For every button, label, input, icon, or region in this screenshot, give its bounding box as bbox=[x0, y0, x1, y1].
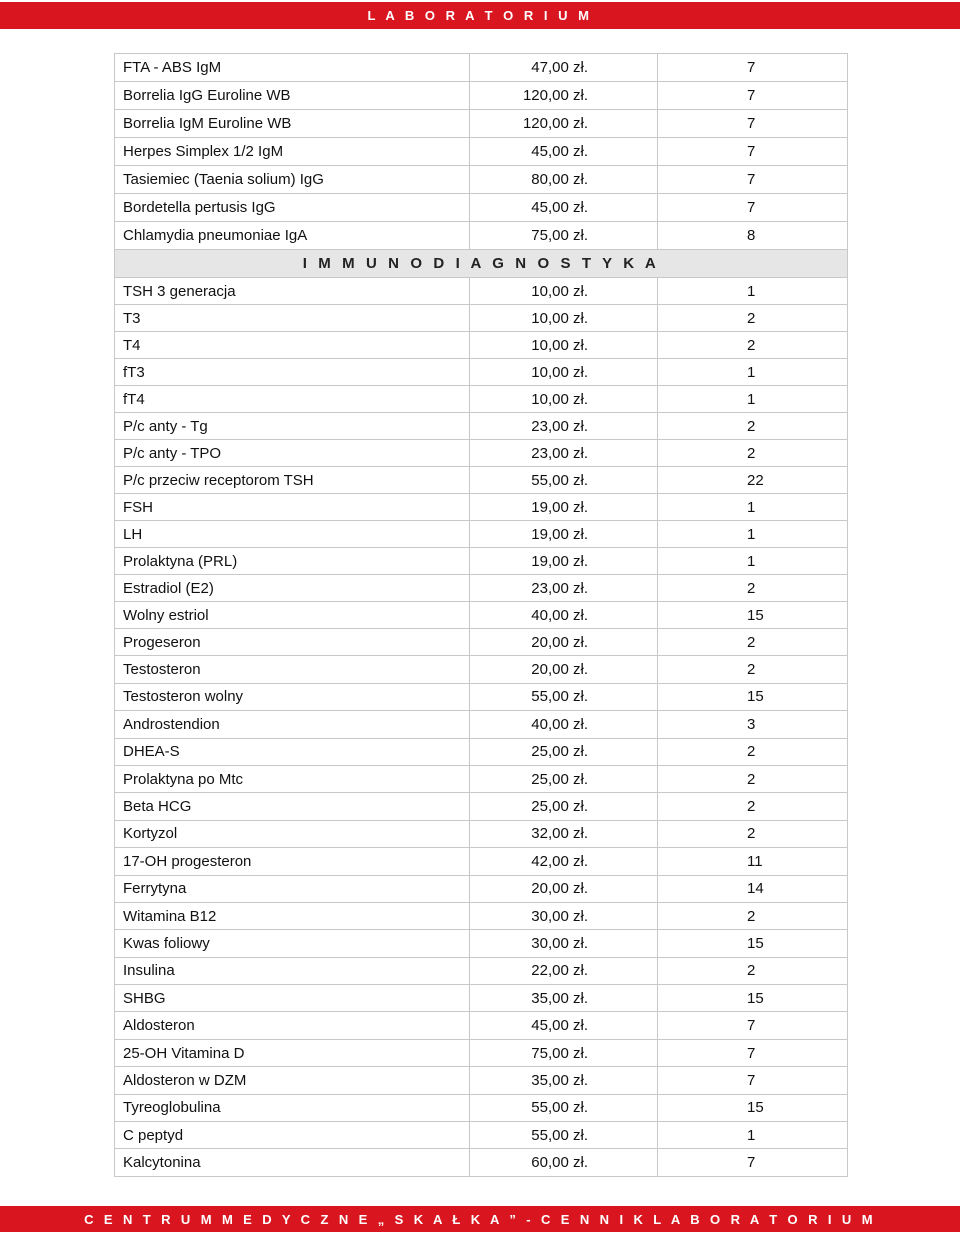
test-name-cell: Estradiol (E2) bbox=[115, 575, 470, 602]
price-cell: 19,00 zł. bbox=[470, 548, 658, 575]
turnaround-days-cell: 2 bbox=[658, 575, 848, 602]
test-name-cell: Aldosteron bbox=[115, 1012, 470, 1039]
test-name-cell: Kwas foliowy bbox=[115, 930, 470, 957]
table-row bbox=[115, 54, 848, 82]
price-cell: 55,00 zł. bbox=[470, 1122, 658, 1149]
price-cell: 23,00 zł. bbox=[470, 440, 658, 467]
table-row bbox=[115, 166, 848, 194]
test-name-cell: C peptyd bbox=[115, 1122, 470, 1149]
test-name-cell: SHBG bbox=[115, 985, 470, 1012]
price-cell: 75,00 zł. bbox=[470, 222, 658, 250]
test-name-cell: P/c przeciw receptorom TSH bbox=[115, 467, 470, 494]
table-row bbox=[115, 1039, 848, 1066]
table-row bbox=[115, 738, 848, 765]
section-title: I M M U N O D I A G N O S T Y K A bbox=[115, 250, 848, 278]
turnaround-days-cell: 15 bbox=[658, 985, 848, 1012]
price-cell: 23,00 zł. bbox=[470, 575, 658, 602]
turnaround-days-cell: 7 bbox=[658, 166, 848, 194]
test-name-cell: Chlamydia pneumoniae IgA bbox=[115, 222, 470, 250]
turnaround-days-cell: 1 bbox=[658, 521, 848, 548]
turnaround-days-cell: 1 bbox=[658, 548, 848, 575]
table-row bbox=[115, 110, 848, 138]
test-name-cell: T3 bbox=[115, 305, 470, 332]
turnaround-days-cell: 2 bbox=[658, 305, 848, 332]
table-row bbox=[115, 820, 848, 847]
test-name-cell: TSH 3 generacja bbox=[115, 278, 470, 305]
test-name-cell: fT3 bbox=[115, 359, 470, 386]
turnaround-days-cell: 1 bbox=[658, 1122, 848, 1149]
price-cell: 45,00 zł. bbox=[470, 1012, 658, 1039]
test-name-cell: 17-OH progesteron bbox=[115, 848, 470, 875]
table-row bbox=[115, 902, 848, 929]
table-row bbox=[115, 711, 848, 738]
table-row bbox=[115, 930, 848, 957]
price-cell: 45,00 zł. bbox=[470, 194, 658, 222]
price-cell: 10,00 zł. bbox=[470, 359, 658, 386]
test-name-cell: Androstendion bbox=[115, 711, 470, 738]
price-table bbox=[114, 53, 848, 1177]
table-row bbox=[115, 848, 848, 875]
turnaround-days-cell: 1 bbox=[658, 494, 848, 521]
price-cell: 120,00 zł. bbox=[470, 82, 658, 110]
turnaround-days-cell: 1 bbox=[658, 278, 848, 305]
table-row bbox=[115, 278, 848, 305]
table-row bbox=[115, 793, 848, 820]
price-cell: 22,00 zł. bbox=[470, 957, 658, 984]
price-cell: 47,00 zł. bbox=[470, 54, 658, 82]
table-row bbox=[115, 467, 848, 494]
turnaround-days-cell: 2 bbox=[658, 656, 848, 683]
price-cell: 40,00 zł. bbox=[470, 711, 658, 738]
table-row bbox=[115, 138, 848, 166]
table-row bbox=[115, 683, 848, 710]
turnaround-days-cell: 1 bbox=[658, 359, 848, 386]
turnaround-days-cell: 2 bbox=[658, 629, 848, 656]
table-row bbox=[115, 1067, 848, 1094]
turnaround-days-cell: 7 bbox=[658, 1067, 848, 1094]
header-bar bbox=[0, 2, 960, 29]
turnaround-days-cell: 2 bbox=[658, 765, 848, 792]
table-row bbox=[115, 875, 848, 902]
turnaround-days-cell: 8 bbox=[658, 222, 848, 250]
turnaround-days-cell: 1 bbox=[658, 386, 848, 413]
turnaround-days-cell: 7 bbox=[658, 54, 848, 82]
test-name-cell: Kalcytonina bbox=[115, 1149, 470, 1176]
turnaround-days-cell: 7 bbox=[658, 110, 848, 138]
table-row bbox=[115, 602, 848, 629]
turnaround-days-cell: 11 bbox=[658, 848, 848, 875]
test-name-cell: Borrelia IgG Euroline WB bbox=[115, 82, 470, 110]
test-name-cell: DHEA-S bbox=[115, 738, 470, 765]
test-name-cell: Testosteron wolny bbox=[115, 683, 470, 710]
price-cell: 55,00 zł. bbox=[470, 683, 658, 710]
table-row bbox=[115, 440, 848, 467]
turnaround-days-cell: 15 bbox=[658, 683, 848, 710]
table-row bbox=[115, 82, 848, 110]
header-title: L A B O R A T O R I U M bbox=[367, 8, 593, 23]
table-row bbox=[115, 548, 848, 575]
price-cell: 60,00 zł. bbox=[470, 1149, 658, 1176]
turnaround-days-cell: 7 bbox=[658, 1012, 848, 1039]
turnaround-days-cell: 15 bbox=[658, 930, 848, 957]
table-row bbox=[115, 575, 848, 602]
price-cell: 20,00 zł. bbox=[470, 875, 658, 902]
price-cell: 45,00 zł. bbox=[470, 138, 658, 166]
table-row bbox=[115, 629, 848, 656]
table-row bbox=[115, 413, 848, 440]
test-name-cell: Progeseron bbox=[115, 629, 470, 656]
test-name-cell: Borrelia IgM Euroline WB bbox=[115, 110, 470, 138]
price-cell: 25,00 zł. bbox=[470, 793, 658, 820]
test-name-cell: Kortyzol bbox=[115, 820, 470, 847]
turnaround-days-cell: 7 bbox=[658, 1149, 848, 1176]
test-name-cell: Testosteron bbox=[115, 656, 470, 683]
turnaround-days-cell: 7 bbox=[658, 138, 848, 166]
price-cell: 42,00 zł. bbox=[470, 848, 658, 875]
price-cell: 10,00 zł. bbox=[470, 332, 658, 359]
test-name-cell: Insulina bbox=[115, 957, 470, 984]
table-row bbox=[115, 1149, 848, 1176]
turnaround-days-cell: 22 bbox=[658, 467, 848, 494]
price-cell: 23,00 zł. bbox=[470, 413, 658, 440]
price-cell: 10,00 zł. bbox=[470, 386, 658, 413]
test-name-cell: FTA - ABS IgM bbox=[115, 54, 470, 82]
price-cell: 80,00 zł. bbox=[470, 166, 658, 194]
price-cell: 30,00 zł. bbox=[470, 902, 658, 929]
test-name-cell: Tasiemiec (Taenia solium) IgG bbox=[115, 166, 470, 194]
turnaround-days-cell: 15 bbox=[658, 602, 848, 629]
price-cell: 10,00 zł. bbox=[470, 278, 658, 305]
turnaround-days-cell: 2 bbox=[658, 440, 848, 467]
test-name-cell: P/c anty - Tg bbox=[115, 413, 470, 440]
test-name-cell: Prolaktyna (PRL) bbox=[115, 548, 470, 575]
table-row bbox=[115, 222, 848, 250]
test-name-cell: Wolny estriol bbox=[115, 602, 470, 629]
footer-text: C E N T R U M M E D Y C Z N E „ S K A Ł K A ” - C E N N I K L A B O R A T O R I U M bbox=[84, 1211, 876, 1227]
test-name-cell: FSH bbox=[115, 494, 470, 521]
table-row bbox=[115, 765, 848, 792]
test-name-cell: Bordetella pertusis IgG bbox=[115, 194, 470, 222]
turnaround-days-cell: 2 bbox=[658, 957, 848, 984]
price-cell: 35,00 zł. bbox=[470, 1067, 658, 1094]
table-row bbox=[115, 1094, 848, 1121]
price-cell: 75,00 zł. bbox=[470, 1039, 658, 1066]
price-cell: 25,00 zł. bbox=[470, 738, 658, 765]
test-name-cell: LH bbox=[115, 521, 470, 548]
price-cell: 32,00 zł. bbox=[470, 820, 658, 847]
turnaround-days-cell: 7 bbox=[658, 194, 848, 222]
turnaround-days-cell: 3 bbox=[658, 711, 848, 738]
test-name-cell: Witamina B12 bbox=[115, 902, 470, 929]
test-name-cell: Tyreoglobulina bbox=[115, 1094, 470, 1121]
price-cell: 10,00 zł. bbox=[470, 305, 658, 332]
turnaround-days-cell: 2 bbox=[658, 332, 848, 359]
turnaround-days-cell: 7 bbox=[658, 82, 848, 110]
test-name-cell: Prolaktyna po Mtc bbox=[115, 765, 470, 792]
turnaround-days-cell: 2 bbox=[658, 793, 848, 820]
table-row bbox=[115, 332, 848, 359]
table-row bbox=[115, 305, 848, 332]
price-cell: 120,00 zł. bbox=[470, 110, 658, 138]
test-name-cell: Beta HCG bbox=[115, 793, 470, 820]
test-name-cell: fT4 bbox=[115, 386, 470, 413]
footer-bar bbox=[0, 1206, 960, 1232]
price-cell: 19,00 zł. bbox=[470, 521, 658, 548]
test-name-cell: Aldosteron w DZM bbox=[115, 1067, 470, 1094]
table-row bbox=[115, 494, 848, 521]
turnaround-days-cell: 14 bbox=[658, 875, 848, 902]
turnaround-days-cell: 2 bbox=[658, 902, 848, 929]
test-name-cell: P/c anty - TPO bbox=[115, 440, 470, 467]
price-cell: 55,00 zł. bbox=[470, 1094, 658, 1121]
table-row bbox=[115, 521, 848, 548]
price-cell: 55,00 zł. bbox=[470, 467, 658, 494]
price-cell: 25,00 zł. bbox=[470, 765, 658, 792]
table-row bbox=[115, 194, 848, 222]
table-row bbox=[115, 1122, 848, 1149]
section-header-row bbox=[115, 250, 848, 278]
turnaround-days-cell: 2 bbox=[658, 738, 848, 765]
test-name-cell: Herpes Simplex 1/2 IgM bbox=[115, 138, 470, 166]
price-table-body bbox=[115, 54, 848, 1177]
table-row bbox=[115, 656, 848, 683]
turnaround-days-cell: 2 bbox=[658, 413, 848, 440]
table-row bbox=[115, 359, 848, 386]
test-name-cell: T4 bbox=[115, 332, 470, 359]
price-cell: 19,00 zł. bbox=[470, 494, 658, 521]
table-row bbox=[115, 386, 848, 413]
turnaround-days-cell: 7 bbox=[658, 1039, 848, 1066]
table-row bbox=[115, 1012, 848, 1039]
price-list bbox=[114, 53, 847, 1177]
price-cell: 30,00 zł. bbox=[470, 930, 658, 957]
test-name-cell: 25-OH Vitamina D bbox=[115, 1039, 470, 1066]
turnaround-days-cell: 2 bbox=[658, 820, 848, 847]
turnaround-days-cell: 15 bbox=[658, 1094, 848, 1121]
table-row bbox=[115, 985, 848, 1012]
price-cell: 20,00 zł. bbox=[470, 629, 658, 656]
price-cell: 20,00 zł. bbox=[470, 656, 658, 683]
test-name-cell: Ferrytyna bbox=[115, 875, 470, 902]
price-cell: 35,00 zł. bbox=[470, 985, 658, 1012]
table-row bbox=[115, 957, 848, 984]
price-cell: 40,00 zł. bbox=[470, 602, 658, 629]
